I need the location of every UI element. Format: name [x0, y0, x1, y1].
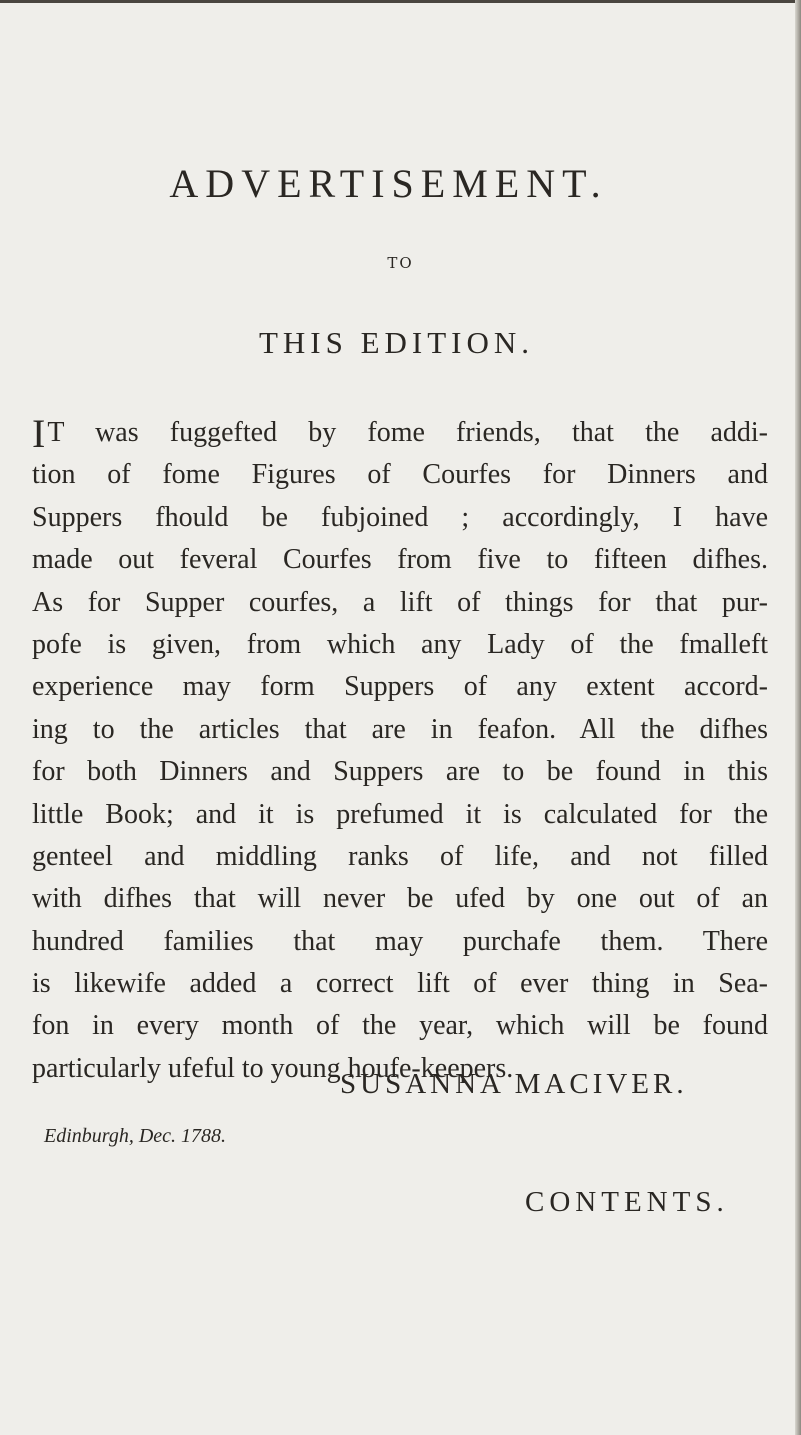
paragraph-line-15: fon in every month of the year, which will be found [32, 1010, 768, 1042]
page-edge-shadow [795, 0, 801, 1435]
paragraph-line-12: with difhes that will never be ufed by one out of an [32, 883, 768, 915]
paragraph-line-11: genteel and middling ranks of life, and not filled [32, 840, 768, 872]
drop-cap-letter: I [32, 411, 46, 456]
page-title: ADVERTISEMENT. [169, 161, 608, 206]
advertisement-paragraph [32, 412, 768, 1090]
paragraph-line-1 [32, 412, 768, 454]
paragraph-line-16: particularly ufeful to young houfe-keepers. [32, 1052, 514, 1084]
place-date-line: Edinburgh, Dec. 1788. [44, 1125, 227, 1147]
author-signature: SUSANNA MACIVER. [340, 1068, 688, 1100]
page-subtitle: THIS EDITION. [258, 325, 535, 360]
contents-catchword: CONTENTS. [525, 1186, 729, 1218]
paragraph-line-6: pofe is given, from which any Lady of the fmalleft [32, 628, 768, 660]
paragraph-line-10: little Book; and it is prefumed it is calculated for the [32, 798, 768, 830]
paragraph-line-5: As for Supper courfes, a lift of things for that pur- [32, 586, 768, 618]
paragraph-line-3: Suppers fhould be fubjoined ; accordingly, I have [32, 501, 768, 533]
paragraph-line-8: ing to the articles that are in feafon. All the difhes [32, 713, 768, 745]
paragraph-line-14: is likewife added a correct lift of ever thing in Sea- [32, 968, 768, 1000]
paragraph-line-9: for both Dinners and Suppers are to be found in this [32, 756, 768, 788]
top-border-rule [0, 0, 801, 3]
paragraph-line-13: hundred families that may purchafe them. There [32, 925, 768, 957]
title-connector: TO [387, 254, 414, 272]
paragraph-line-7: experience may form Suppers of any extent accord- [32, 671, 768, 703]
paragraph-line-2: tion of fome Figures of Courfes for Dinners and [32, 459, 768, 491]
paragraph-line-4: made out feveral Courfes from five to fifteen difhes. [32, 544, 768, 576]
paragraph-line-text: T was fuggefted by fome friends, that the addi- [47, 417, 768, 448]
